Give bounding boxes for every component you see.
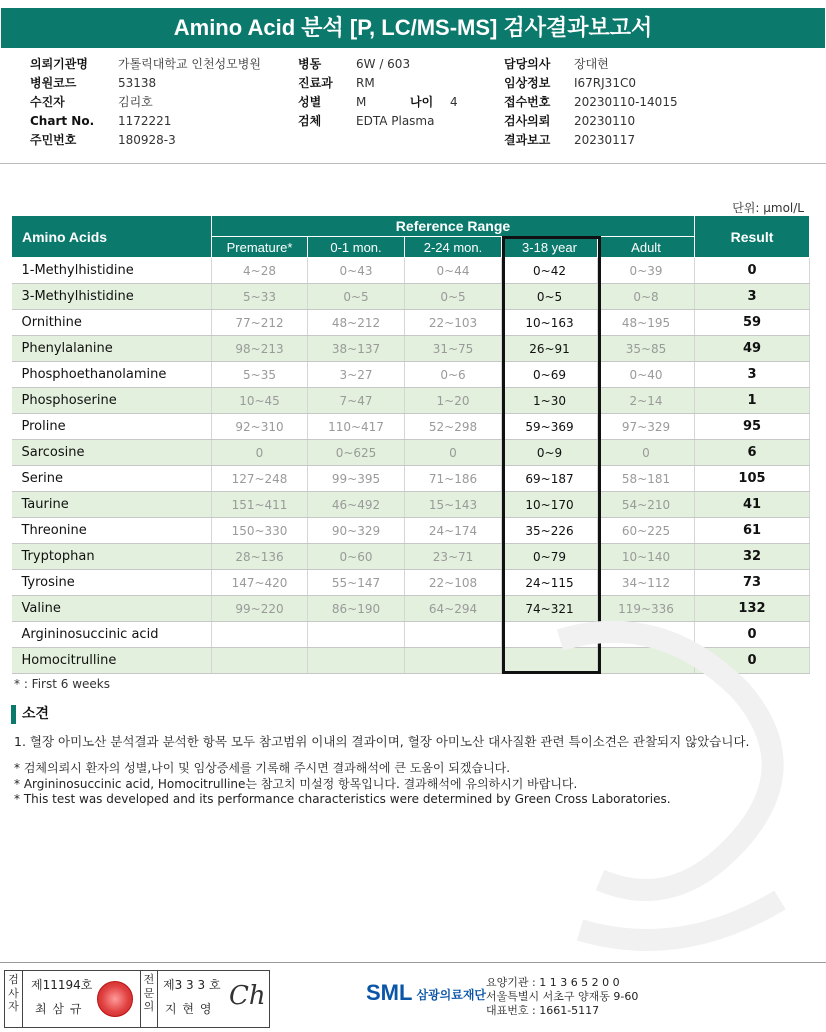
reference-range-cell: 38~137 bbox=[308, 336, 405, 362]
info-label: 검체 bbox=[298, 114, 322, 128]
reference-range-cell: 0~5 bbox=[308, 284, 405, 310]
reference-range-cell: 0~43 bbox=[308, 258, 405, 284]
result-value: 41 bbox=[695, 492, 810, 518]
reference-range-cell: 0~9 bbox=[502, 440, 598, 466]
reference-range-cell: 147~420 bbox=[212, 570, 308, 596]
reference-range-cell: 92~310 bbox=[212, 414, 308, 440]
result-value: 0 bbox=[695, 622, 810, 648]
reference-range-cell: 35~85 bbox=[598, 336, 695, 362]
reference-range-cell: 151~411 bbox=[212, 492, 308, 518]
subheader-4: Adult bbox=[598, 237, 695, 258]
amino-acid-name: Sarcosine bbox=[12, 440, 212, 466]
age-value: 4 bbox=[450, 95, 458, 109]
reference-range-cell: 22~103 bbox=[405, 310, 502, 336]
reference-range-cell: 0~625 bbox=[308, 440, 405, 466]
addr-line: 대표번호 : 1661-5117 bbox=[486, 1004, 600, 1017]
header-result: Result bbox=[695, 216, 810, 258]
result-value: 3 bbox=[695, 362, 810, 388]
info-label: 검사의뢰 bbox=[504, 114, 551, 128]
reference-range-cell: 90~329 bbox=[308, 518, 405, 544]
amino-acid-name: Tryptophan bbox=[12, 544, 212, 570]
label-examiner: 검사자 bbox=[5, 971, 23, 1027]
reference-range-cell: 5~35 bbox=[212, 362, 308, 388]
result-value: 132 bbox=[695, 596, 810, 622]
amino-acid-name: Phenylalanine bbox=[12, 336, 212, 362]
info-label: 담당의사 bbox=[504, 57, 551, 71]
table-row bbox=[12, 336, 810, 362]
reference-range-cell: 0~44 bbox=[405, 258, 502, 284]
info-row bbox=[504, 112, 678, 131]
reference-range-cell: 64~294 bbox=[405, 596, 502, 622]
table-row bbox=[12, 310, 810, 336]
reference-range-cell: 110~417 bbox=[308, 414, 405, 440]
info-label: 성별 bbox=[298, 95, 322, 109]
reference-range-cell: 98~213 bbox=[212, 336, 308, 362]
footnote: * : First 6 weeks bbox=[14, 677, 110, 691]
reference-range-cell bbox=[405, 648, 502, 674]
reference-range-cell: 71~186 bbox=[405, 466, 502, 492]
examiner-name: 최 삼 규 bbox=[35, 1002, 83, 1016]
amino-acid-name: Valine bbox=[12, 596, 212, 622]
info-value: RM bbox=[356, 76, 375, 90]
subheader-2: 2-24 mon. bbox=[405, 237, 502, 258]
opinion-title: 소견 bbox=[22, 706, 50, 722]
result-value: 61 bbox=[695, 518, 810, 544]
note-line: * Argininosuccinic acid, Homocitrulline는 참고치 미설정 항목입니다. 결과해석에 유의하시기 바랍니다. bbox=[14, 776, 578, 791]
reference-range-cell: 52~298 bbox=[405, 414, 502, 440]
reference-range-cell: 54~210 bbox=[598, 492, 695, 518]
table-row bbox=[12, 518, 810, 544]
result-value: 1 bbox=[695, 388, 810, 414]
unit-label: 단위: μmol/L bbox=[732, 201, 804, 215]
patient-info-col3 bbox=[504, 55, 678, 150]
reference-range-cell: 10~45 bbox=[212, 388, 308, 414]
org-name: 삼광의료재단 bbox=[416, 987, 487, 1002]
info-row bbox=[30, 112, 261, 131]
result-value: 0 bbox=[695, 258, 810, 284]
table-row bbox=[12, 388, 810, 414]
signature-box bbox=[4, 970, 270, 1028]
reference-range-cell: 99~395 bbox=[308, 466, 405, 492]
subheader-1: 0-1 mon. bbox=[308, 237, 405, 258]
table-row bbox=[12, 258, 810, 284]
note-line: * This test was developed and its performance characteristics were determined by Green Cross Laboratories. bbox=[14, 792, 671, 806]
result-value: 3 bbox=[695, 284, 810, 310]
table-row bbox=[12, 544, 810, 570]
amino-acid-name: Threonine bbox=[12, 518, 212, 544]
logo-text: SML bbox=[366, 980, 413, 1005]
reference-range-cell: 15~143 bbox=[405, 492, 502, 518]
amino-acid-name: Homocitrulline bbox=[12, 648, 212, 674]
result-value: 105 bbox=[695, 466, 810, 492]
table-row bbox=[12, 492, 810, 518]
info-label: 결과보고 bbox=[504, 133, 551, 147]
info-value: 장대현 bbox=[574, 57, 609, 71]
reference-range-cell bbox=[308, 648, 405, 674]
reference-range-cell: 23~71 bbox=[405, 544, 502, 570]
subheader-3: 3-18 year bbox=[502, 237, 598, 258]
reference-range-cell: 5~33 bbox=[212, 284, 308, 310]
reference-range-cell: 35~226 bbox=[502, 518, 598, 544]
reference-range-cell: 1~20 bbox=[405, 388, 502, 414]
table-row bbox=[12, 284, 810, 310]
info-value: 1172221 bbox=[118, 114, 172, 128]
info-row bbox=[298, 55, 458, 74]
info-label: 병원코드 bbox=[30, 76, 77, 90]
result-value: 73 bbox=[695, 570, 810, 596]
reference-range-cell: 58~181 bbox=[598, 466, 695, 492]
sml-logo bbox=[366, 980, 486, 1006]
header-separator bbox=[0, 163, 826, 164]
table-row bbox=[12, 414, 810, 440]
table-row bbox=[12, 466, 810, 492]
info-value: 6W / 603 bbox=[356, 57, 411, 71]
addr-line: 서울특별시 서초구 양재동 9-60 bbox=[486, 990, 639, 1003]
reference-range-cell bbox=[212, 622, 308, 648]
amino-acid-name: Tyrosine bbox=[12, 570, 212, 596]
amino-acid-name: Phosphoethanolamine bbox=[12, 362, 212, 388]
specialist-name: 지 현 영 bbox=[165, 1002, 213, 1016]
reference-range-cell: 0~5 bbox=[405, 284, 502, 310]
reference-range-cell: 24~174 bbox=[405, 518, 502, 544]
info-row bbox=[30, 74, 261, 93]
info-row bbox=[298, 112, 458, 131]
info-value: 김리호 bbox=[118, 95, 153, 109]
info-value: M bbox=[356, 95, 367, 109]
amino-acid-name: Serine bbox=[12, 466, 212, 492]
info-label: 의뢰기관명 bbox=[30, 57, 88, 71]
reference-range-cell: 55~147 bbox=[308, 570, 405, 596]
info-label: Chart No. bbox=[30, 114, 95, 128]
info-row bbox=[504, 74, 678, 93]
label-specialist: 전문의 bbox=[140, 971, 158, 1027]
reference-range-cell: 28~136 bbox=[212, 544, 308, 570]
amino-acid-name: Ornithine bbox=[12, 310, 212, 336]
reference-range-cell: 0~79 bbox=[502, 544, 598, 570]
amino-acid-name: Argininosuccinic acid bbox=[12, 622, 212, 648]
result-value: 95 bbox=[695, 414, 810, 440]
info-row bbox=[30, 93, 261, 112]
reference-range-cell: 10~163 bbox=[502, 310, 598, 336]
info-row bbox=[30, 131, 261, 150]
table-row bbox=[12, 570, 810, 596]
reference-range-cell: 0 bbox=[598, 440, 695, 466]
reference-range-cell: 77~212 bbox=[212, 310, 308, 336]
reference-range-cell: 1~30 bbox=[502, 388, 598, 414]
info-row bbox=[504, 93, 678, 112]
result-value: 0 bbox=[695, 648, 810, 674]
reference-range-cell: 127~248 bbox=[212, 466, 308, 492]
info-row bbox=[504, 131, 678, 150]
reference-range-cell: 0 bbox=[405, 440, 502, 466]
header-reference-range: Reference Range bbox=[212, 216, 695, 237]
info-value: 가톨릭대학교 인천성모병원 bbox=[118, 57, 261, 71]
age-label: 나이 bbox=[410, 95, 434, 109]
amino-acid-name: Proline bbox=[12, 414, 212, 440]
info-row bbox=[298, 74, 458, 93]
heading-bar bbox=[11, 705, 16, 724]
result-value: 32 bbox=[695, 544, 810, 570]
info-label: 임상정보 bbox=[504, 76, 551, 90]
amino-acid-name: 3-Methylhistidine bbox=[12, 284, 212, 310]
opinion-heading bbox=[11, 703, 49, 725]
amino-acid-name: Phosphoserine bbox=[12, 388, 212, 414]
result-value: 59 bbox=[695, 310, 810, 336]
reference-range-cell: 3~27 bbox=[308, 362, 405, 388]
info-value: 180928-3 bbox=[118, 133, 176, 147]
reference-range-cell: 48~195 bbox=[598, 310, 695, 336]
reference-range-cell: 31~75 bbox=[405, 336, 502, 362]
subheader-0: Premature* bbox=[212, 237, 308, 258]
note-line: * 검체의뢰시 환자의 성별,나이 및 임상증세를 기록해 주시면 결과해석에 큰 도움이 되겠습니다. bbox=[14, 761, 511, 775]
reference-range-cell: 26~91 bbox=[502, 336, 598, 362]
reference-range-cell: 0~40 bbox=[598, 362, 695, 388]
reference-range-cell: 74~321 bbox=[502, 596, 598, 622]
result-value: 49 bbox=[695, 336, 810, 362]
info-row bbox=[30, 55, 261, 74]
reference-range-cell bbox=[308, 622, 405, 648]
reference-range-cell: 0~8 bbox=[598, 284, 695, 310]
examiner-reg: 제11194호 bbox=[31, 978, 93, 992]
reference-range-cell: 0~69 bbox=[502, 362, 598, 388]
reference-range-cell: 4~28 bbox=[212, 258, 308, 284]
reference-range-cell: 119~336 bbox=[598, 596, 695, 622]
info-label: 접수번호 bbox=[504, 95, 551, 109]
info-label: 주민번호 bbox=[30, 133, 77, 147]
amino-acid-name: Taurine bbox=[12, 492, 212, 518]
reference-range-cell: 10~140 bbox=[598, 544, 695, 570]
info-value: 20230110 bbox=[574, 114, 636, 128]
seal-stamp bbox=[97, 981, 133, 1017]
result-value: 6 bbox=[695, 440, 810, 466]
signature: Ch bbox=[229, 981, 266, 1011]
reference-range-cell: 2~14 bbox=[598, 388, 695, 414]
org-address bbox=[486, 976, 638, 1018]
reference-range-cell: 59~369 bbox=[502, 414, 598, 440]
amino-acid-name: 1-Methylhistidine bbox=[12, 258, 212, 284]
reference-range-cell: 48~212 bbox=[308, 310, 405, 336]
reference-range-cell: 69~187 bbox=[502, 466, 598, 492]
info-label: 병동 bbox=[298, 57, 322, 71]
reference-range-cell: 150~330 bbox=[212, 518, 308, 544]
reference-range-cell: 97~329 bbox=[598, 414, 695, 440]
reference-range-cell: 99~220 bbox=[212, 596, 308, 622]
table-row bbox=[12, 362, 810, 388]
opinion-text: 1. 혈장 아미노산 분석결과 분석한 항목 모두 참고범위 이내의 결과이며, 혈장 아미노산 대사질환 관련 특이소견은 관찰되지 않았습니다. bbox=[14, 734, 750, 749]
reference-range-cell: 0~6 bbox=[405, 362, 502, 388]
info-value: I67RJ31C0 bbox=[574, 76, 636, 90]
reference-range-cell: 60~225 bbox=[598, 518, 695, 544]
reference-range-cell: 10~170 bbox=[502, 492, 598, 518]
info-value: 20230117 bbox=[574, 133, 636, 147]
table-row bbox=[12, 440, 810, 466]
reference-range-cell: 86~190 bbox=[308, 596, 405, 622]
info-value: 53138 bbox=[118, 76, 157, 90]
reference-range-cell: 0~42 bbox=[502, 258, 598, 284]
reference-range-cell: 0~5 bbox=[502, 284, 598, 310]
reference-range-cell bbox=[212, 648, 308, 674]
specialist-reg: 제3 3 3 호 bbox=[163, 978, 221, 992]
info-value: EDTA Plasma bbox=[356, 114, 435, 128]
reference-range-cell bbox=[405, 622, 502, 648]
info-row bbox=[298, 93, 458, 112]
addr-line: 요양기관 : 1 1 3 6 5 2 0 0 bbox=[486, 976, 620, 989]
watermark-graphic bbox=[520, 600, 820, 980]
reference-range-cell: 0 bbox=[212, 440, 308, 466]
reference-range-cell: 0~60 bbox=[308, 544, 405, 570]
reference-range-cell: 46~492 bbox=[308, 492, 405, 518]
info-label: 진료과 bbox=[298, 76, 333, 90]
patient-info-col1 bbox=[30, 55, 261, 150]
report-title: Amino Acid 분석 [P, LC/MS-MS] 검사결과보고서 bbox=[1, 8, 825, 48]
patient-info-col2 bbox=[298, 55, 458, 131]
header-amino-acids: Amino Acids bbox=[12, 216, 212, 258]
reference-range-cell: 0~39 bbox=[598, 258, 695, 284]
reference-range-cell: 22~108 bbox=[405, 570, 502, 596]
footer-line bbox=[0, 962, 826, 963]
reference-range-cell: 24~115 bbox=[502, 570, 598, 596]
info-value: 20230110-14015 bbox=[574, 95, 678, 109]
footer bbox=[0, 962, 826, 1032]
info-row bbox=[504, 55, 678, 74]
info-label: 수진자 bbox=[30, 95, 65, 109]
reference-range-cell: 34~112 bbox=[598, 570, 695, 596]
reference-range-cell: 7~47 bbox=[308, 388, 405, 414]
